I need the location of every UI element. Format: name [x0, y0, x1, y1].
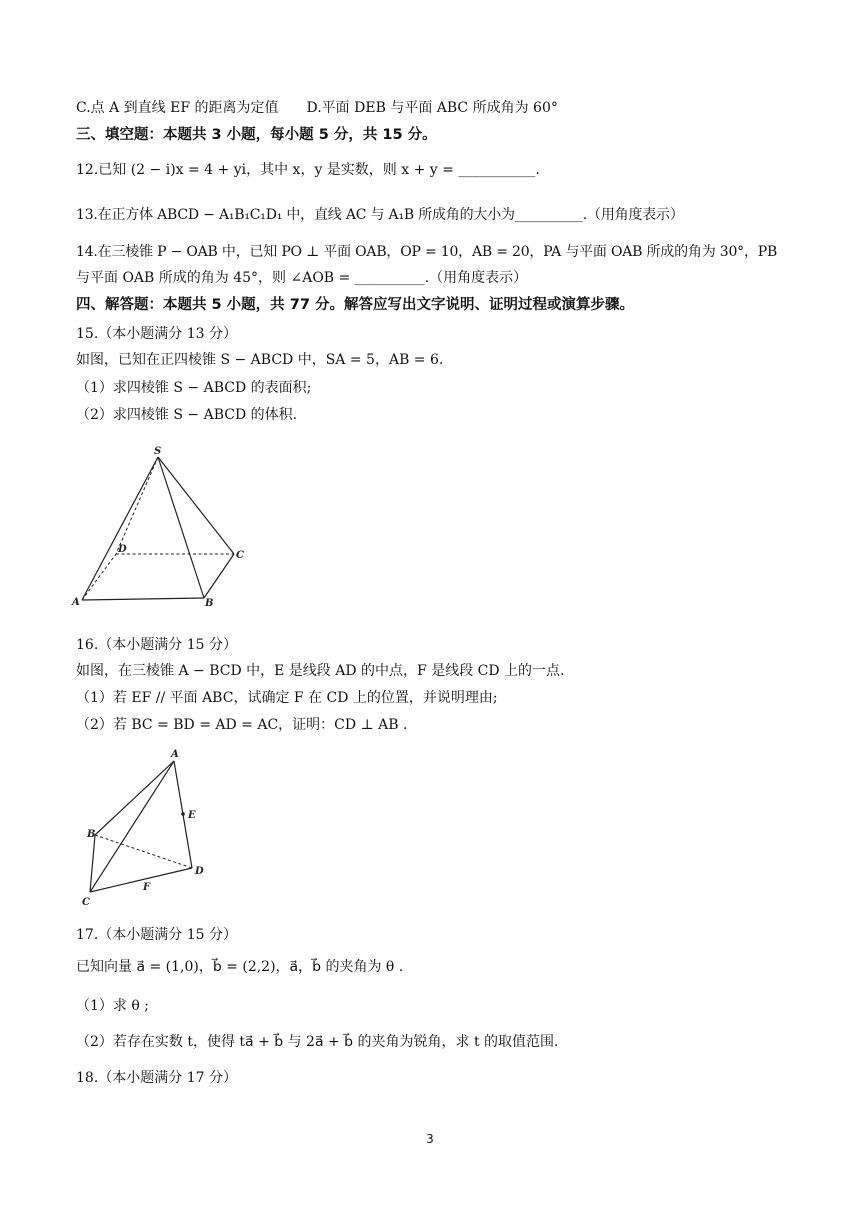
question-14-line-2: 与平面 OAB 所成的角为 45°，则 ∠AOB = __________.（用角度表示）	[76, 270, 528, 286]
pyramid-label-s: S	[154, 446, 162, 457]
tetra-label-e: E	[188, 810, 196, 821]
question-16-header: 16.（本小题满分 15 分）	[76, 637, 237, 653]
tetra-label-b: B	[87, 829, 96, 840]
question-15-header: 15.（本小题满分 13 分）	[76, 326, 237, 342]
option-cd-line: C.点 A 到直线 EF 的距离为定值 D.平面 DEB 与平面 ABC 所成角为 60°	[76, 100, 558, 116]
section-3-heading: 三、填空题：本题共 3 小题，每小题 5 分，共 15 分。	[76, 127, 437, 143]
question-16-stem: 如图，在三棱锥 A − BCD 中，E 是线段 AD 的中点，F 是线段 CD 上的一点.	[76, 663, 565, 679]
pyramid-label-a: A	[72, 597, 80, 608]
pyramid-label-c: C	[236, 550, 244, 561]
question-15-part-2: （2）求四棱锥 S − ABCD 的体积.	[76, 407, 298, 423]
question-17-part-1: （1）求 θ ;	[76, 998, 149, 1014]
question-15-stem: 如图，已知在正四棱锥 S − ABCD 中，SA = 5，AB = 6.	[76, 352, 444, 368]
tetra-label-f: F	[143, 882, 151, 893]
question-13: 13.在正方体 ABCD − A₁B₁C₁D₁ 中，直线 AC 与 A₁B 所成角的大小为__________.（用角度表示）	[76, 207, 684, 223]
tetrahedron-figure	[76, 744, 221, 909]
question-15-part-1: （1）求四棱锥 S − ABCD 的表面积;	[76, 380, 312, 396]
tetra-label-a: A	[171, 749, 179, 760]
question-17-stem: 已知向量 a⃗ = (1,0)，b⃗ = (2,2)，a⃗，b⃗ 的夹角为 θ .	[76, 959, 404, 975]
pyramid-figure	[66, 440, 256, 615]
question-12: 12.已知 (2 − i)x = 4 + yi，其中 x，y 是实数，则 x + y = ___________.	[76, 162, 540, 178]
question-17-part-2: （2）若存在实数 t，使得 ta⃗ + b⃗ 与 2a⃗ + b⃗ 的夹角为锐角，求 t 的取值范围.	[76, 1034, 559, 1050]
page-number: 3	[426, 1132, 434, 1146]
pyramid-label-b: B	[205, 598, 214, 609]
question-16-part-1: （1）若 EF // 平面 ABC，试确定 F 在 CD 上的位置，并说明理由;	[76, 690, 498, 706]
section-4-heading: 四、解答题：本题共 5 小题，共 77 分。解答应写出文字说明、证明过程或演算步骤。	[76, 297, 634, 313]
tetra-label-d: D	[195, 866, 204, 877]
question-17-header: 17.（本小题满分 15 分）	[76, 927, 237, 943]
question-16-part-2: （2）若 BC = BD = AD = AC，证明：CD ⊥ AB .	[76, 717, 408, 733]
question-14-line-1: 14.在三棱锥 P − OAB 中，已知 PO ⊥ 平面 OAB，OP = 10，AB = 20，PA 与平面 OAB 所成的角为 30°，PB	[76, 244, 778, 260]
question-18-header: 18.（本小题满分 17 分）	[76, 1070, 237, 1086]
pyramid-label-d: D	[118, 544, 127, 555]
tetra-label-c: C	[82, 897, 90, 908]
